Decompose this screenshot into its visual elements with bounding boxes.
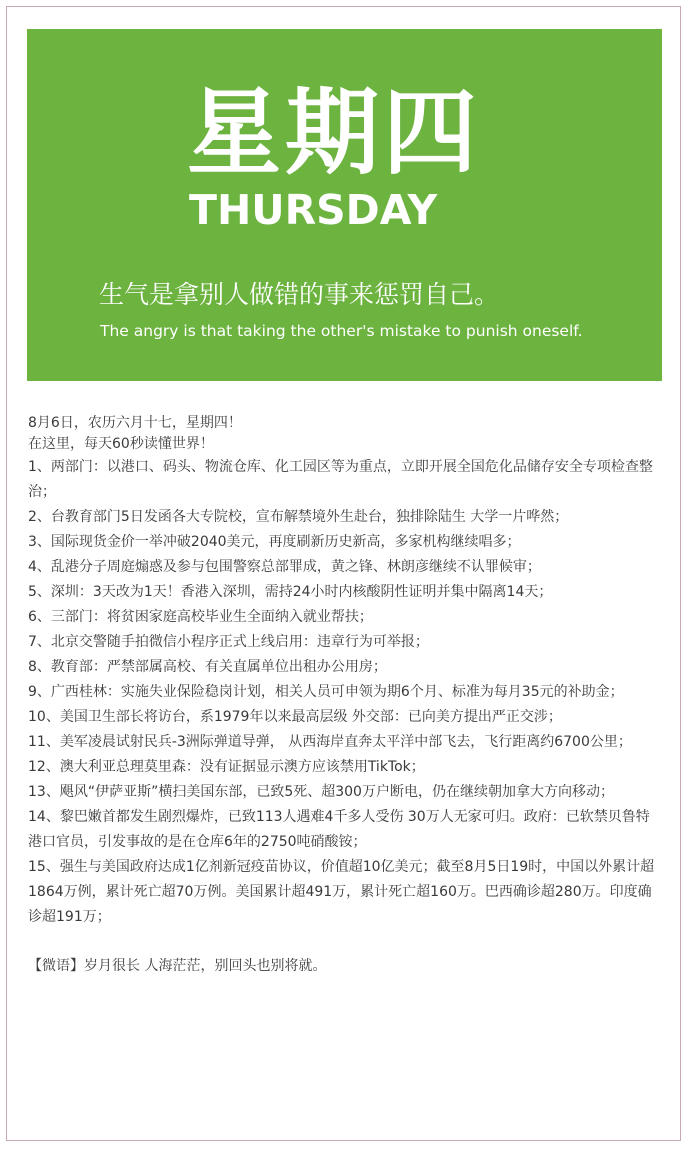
news-item-1: 1、两部门：以港口、码头、物流仓库、化工园区等为重点，立即开展全国危化品储存安全专项检查整治； [28,459,653,500]
quote-chinese: 生气是拿别人做错的事来惩罚自己。 [99,280,500,309]
quote-english: The angry is that taking the other's mistake to punish oneself. [100,322,583,340]
news-item-14: 14、黎巴嫩首都发生剧烈爆炸，已致113人遇难4千多人受伤 30万人无家可归。政府：已软禁贝鲁特港口官员，引发事故的是在仓库6年的2750吨硝酸铵； [28,809,650,850]
news-item-12: 12、澳大利亚总理莫里森：没有证据显示澳方应该禁用TikTok； [28,759,425,775]
news-item-9: 9、广西桂林：实施失业保险稳岗计划，相关人员可申领为期6个月、标准为每月35元的补助金； [28,684,624,700]
news-item-11: 11、美军凌晨试射民兵-3洲际弹道导弹， 从西海岸直奔太平洋中部飞去，飞行距离约6700公里； [28,734,632,750]
news-item-2: 2、台教育部门5日发函各大专院校，宣布解禁境外生赴台，独排除陆生 大学一片哗然； [28,509,569,525]
weekday-english: THURSDAY [189,186,438,234]
tagline: 在这里，每天60秒读懂世界！ [28,436,214,452]
date-line: 8月6日，农历六月十七，星期四！ [28,415,242,431]
news-item-15: 15、强生与美国政府达成1亿剂新冠疫苗协议，价值超10亿美元；截至8月5日19时，中国以外累计超1864万例，累计死亡超70万例。美国累计超491万，累计死亡超160万。巴西确诊超280万。印度确诊超191万； [28,859,655,925]
weekday-chinese: 星期四 [187,79,482,188]
day-banner [27,29,662,381]
news-item-7: 7、北京交警随手拍微信小程序正式上线启用：违章行为可举报； [28,634,429,650]
news-item-3: 3、国际现货金价一举冲破2040美元，再度刷新历史新高，多家机构继续唱多； [28,534,521,550]
daily-wish: 【微语】岁月很长 人海茫茫，别回头也别将就。 [28,958,327,974]
news-item-4: 4、乱港分子周庭煽惑及参与包围警察总部罪成，黄之锋、林朗彦继续不认罪候审； [28,559,541,575]
news-item-13: 13、飓风“伊萨亚斯”横扫美国东部，已致5死、超300万户断电，仍在继续朝加拿大方向移动； [28,784,614,800]
news-item-8: 8、教育部：严禁部属高校、有关直属单位出租办公用房； [28,659,387,675]
news-item-5: 5、深圳：3天改为1天！香港入深圳，需持24小时内核酸阴性证明并集中隔离14天； [28,584,553,600]
news-content [28,413,658,979]
news-item-6: 6、三部门：将贫困家庭高校毕业生全面纳入就业帮扶； [28,609,373,625]
news-item-10: 10、美国卫生部长将访台，系1979年以来最高层级 外交部：已向美方提出严正交涉； [28,709,562,725]
